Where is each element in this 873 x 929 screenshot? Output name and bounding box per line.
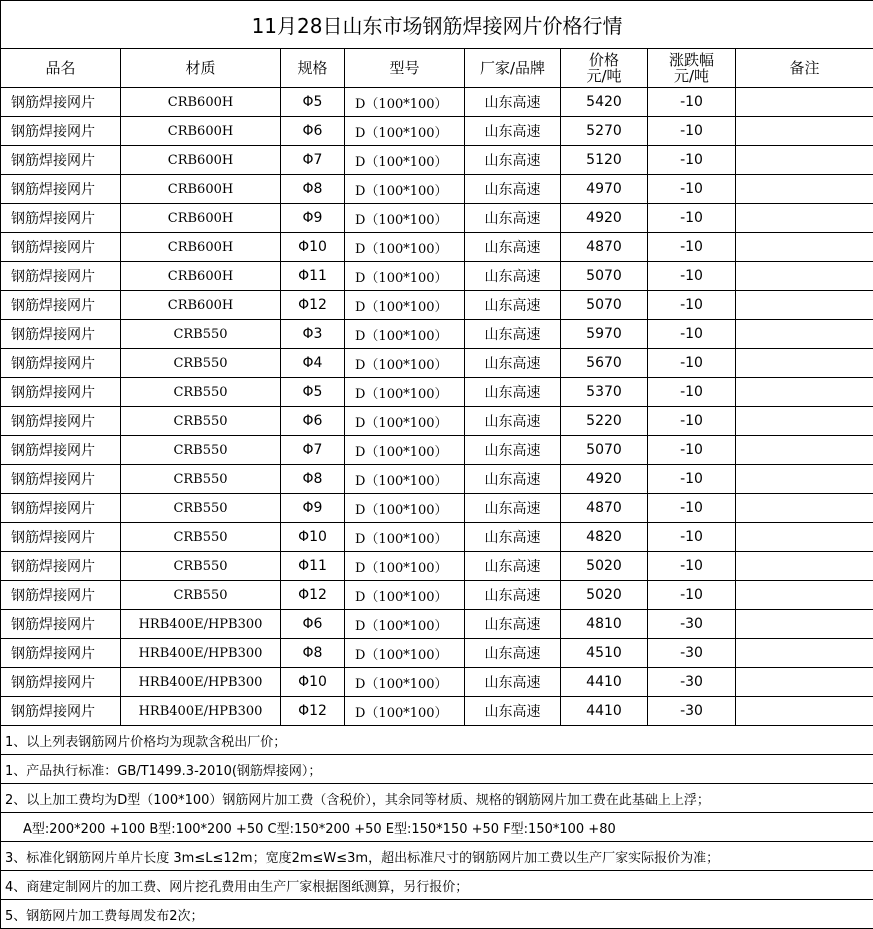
table-header — [1, 49, 873, 88]
cell-remark — [736, 320, 873, 349]
cell-material: CRB550 — [121, 523, 281, 552]
cell-model: D（100*100） — [345, 204, 465, 233]
cell-name: 钢筋焊接网片 — [1, 146, 121, 175]
cell-remark — [736, 88, 873, 117]
header-name: 品名 — [1, 49, 121, 88]
table-row — [1, 697, 873, 726]
note-row — [1, 871, 873, 900]
cell-remark — [736, 639, 873, 668]
cell-price: 5020 — [561, 552, 648, 581]
cell-name: 钢筋焊接网片 — [1, 436, 121, 465]
cell-change: -10 — [648, 407, 736, 436]
header-price-line1: 价格 — [588, 51, 619, 69]
note-text: 1、产品执行标准：GB/T1499.3-2010(钢筋焊接网）； — [1, 755, 873, 784]
cell-brand: 山东高速 — [465, 697, 561, 726]
cell-change: -10 — [648, 378, 736, 407]
cell-change: -10 — [648, 262, 736, 291]
cell-material: HRB400E/HPB300 — [121, 639, 281, 668]
cell-name: 钢筋焊接网片 — [1, 639, 121, 668]
note-text: 4、商建定制网片的加工费、网片挖孔费用由生产厂家根据图纸测算，另行报价； — [1, 871, 873, 900]
cell-change: -10 — [648, 204, 736, 233]
cell-remark — [736, 233, 873, 262]
table-row — [1, 146, 873, 175]
cell-remark — [736, 262, 873, 291]
cell-remark — [736, 494, 873, 523]
cell-remark — [736, 204, 873, 233]
cell-model: D（100*100） — [345, 117, 465, 146]
cell-brand: 山东高速 — [465, 610, 561, 639]
cell-model: D（100*100） — [345, 146, 465, 175]
table-row — [1, 262, 873, 291]
cell-price: 4870 — [561, 233, 648, 262]
cell-brand: 山东高速 — [465, 291, 561, 320]
cell-remark — [736, 523, 873, 552]
cell-brand: 山东高速 — [465, 204, 561, 233]
cell-change: -10 — [648, 494, 736, 523]
cell-brand: 山东高速 — [465, 175, 561, 204]
cell-change: -10 — [648, 146, 736, 175]
table-row — [1, 436, 873, 465]
cell-price: 4920 — [561, 204, 648, 233]
cell-material: CRB550 — [121, 552, 281, 581]
cell-material: HRB400E/HPB300 — [121, 697, 281, 726]
cell-price: 5120 — [561, 146, 648, 175]
table-row — [1, 320, 873, 349]
cell-brand: 山东高速 — [465, 552, 561, 581]
cell-model: D（100*100） — [345, 610, 465, 639]
header-price — [561, 49, 648, 88]
cell-material: CRB600H — [121, 117, 281, 146]
cell-price: 5070 — [561, 291, 648, 320]
header-model: 型号 — [345, 49, 465, 88]
table-row — [1, 88, 873, 117]
cell-name: 钢筋焊接网片 — [1, 668, 121, 697]
cell-change: -10 — [648, 581, 736, 610]
table-row — [1, 639, 873, 668]
cell-spec: Φ10 — [281, 668, 345, 697]
cell-model: D（100*100） — [345, 291, 465, 320]
cell-model: D（100*100） — [345, 494, 465, 523]
note-row — [1, 900, 873, 929]
cell-material: CRB600H — [121, 291, 281, 320]
cell-change: -30 — [648, 668, 736, 697]
cell-remark — [736, 610, 873, 639]
cell-brand: 山东高速 — [465, 146, 561, 175]
cell-name: 钢筋焊接网片 — [1, 581, 121, 610]
cell-price: 5070 — [561, 436, 648, 465]
cell-remark — [736, 117, 873, 146]
cell-spec: Φ8 — [281, 639, 345, 668]
header-brand: 厂家/品牌 — [465, 49, 561, 88]
table-row — [1, 523, 873, 552]
cell-name: 钢筋焊接网片 — [1, 697, 121, 726]
note-text: 5、钢筋网片加工费每周发布2次； — [1, 900, 873, 929]
cell-name: 钢筋焊接网片 — [1, 407, 121, 436]
cell-material: CRB550 — [121, 465, 281, 494]
cell-material: CRB600H — [121, 204, 281, 233]
cell-spec: Φ12 — [281, 291, 345, 320]
cell-model: D（100*100） — [345, 639, 465, 668]
table-row — [1, 407, 873, 436]
cell-material: HRB400E/HPB300 — [121, 610, 281, 639]
cell-material: CRB550 — [121, 320, 281, 349]
cell-name: 钢筋焊接网片 — [1, 291, 121, 320]
cell-price: 5220 — [561, 407, 648, 436]
cell-spec: Φ6 — [281, 610, 345, 639]
table-row — [1, 349, 873, 378]
cell-brand: 山东高速 — [465, 233, 561, 262]
cell-change: -10 — [648, 552, 736, 581]
cell-brand: 山东高速 — [465, 639, 561, 668]
cell-change: -10 — [648, 117, 736, 146]
cell-name: 钢筋焊接网片 — [1, 523, 121, 552]
table-row — [1, 233, 873, 262]
cell-name: 钢筋焊接网片 — [1, 262, 121, 291]
table-row — [1, 465, 873, 494]
cell-name: 钢筋焊接网片 — [1, 552, 121, 581]
cell-spec: Φ9 — [281, 494, 345, 523]
cell-price: 5420 — [561, 88, 648, 117]
cell-price: 5020 — [561, 581, 648, 610]
cell-brand: 山东高速 — [465, 88, 561, 117]
cell-remark — [736, 581, 873, 610]
cell-material: CRB600H — [121, 262, 281, 291]
cell-remark — [736, 349, 873, 378]
cell-model: D（100*100） — [345, 552, 465, 581]
cell-change: -10 — [648, 523, 736, 552]
cell-material: CRB550 — [121, 436, 281, 465]
note-text: 3、标准化钢筋网片单片长度 3m≤L≤12m；宽度2m≤W≤3m，超出标准尺寸的钢筋网片加工费以生产厂家实际报价为准； — [1, 842, 873, 871]
table-row — [1, 117, 873, 146]
table-row — [1, 552, 873, 581]
cell-name: 钢筋焊接网片 — [1, 378, 121, 407]
cell-price: 4870 — [561, 494, 648, 523]
cell-brand: 山东高速 — [465, 436, 561, 465]
cell-spec: Φ5 — [281, 88, 345, 117]
cell-change: -10 — [648, 349, 736, 378]
cell-remark — [736, 668, 873, 697]
header-material: 材质 — [121, 49, 281, 88]
cell-spec: Φ8 — [281, 465, 345, 494]
cell-price: 4810 — [561, 610, 648, 639]
cell-material: CRB550 — [121, 494, 281, 523]
cell-material: CRB550 — [121, 407, 281, 436]
note-text: 2、以上加工费均为D型（100*100）钢筋网片加工费（含税价），其余同等材质、规格的钢筋网片加工费在此基础上上浮； — [1, 784, 873, 813]
table-row — [1, 378, 873, 407]
cell-price: 4920 — [561, 465, 648, 494]
header-change-line1: 涨跌幅 — [668, 51, 714, 69]
cell-name: 钢筋焊接网片 — [1, 233, 121, 262]
cell-change: -30 — [648, 697, 736, 726]
header-remark: 备注 — [736, 49, 873, 88]
cell-brand: 山东高速 — [465, 262, 561, 291]
cell-model: D（100*100） — [345, 668, 465, 697]
cell-remark — [736, 378, 873, 407]
cell-model: D（100*100） — [345, 175, 465, 204]
cell-change: -10 — [648, 233, 736, 262]
header-price-line2: 元/吨 — [586, 67, 622, 85]
cell-change: -30 — [648, 610, 736, 639]
cell-name: 钢筋焊接网片 — [1, 117, 121, 146]
table-row — [1, 175, 873, 204]
cell-name: 钢筋焊接网片 — [1, 494, 121, 523]
cell-material: CRB550 — [121, 581, 281, 610]
cell-change: -10 — [648, 175, 736, 204]
cell-model: D（100*100） — [345, 378, 465, 407]
cell-remark — [736, 291, 873, 320]
cell-change: -10 — [648, 436, 736, 465]
cell-material: CRB550 — [121, 349, 281, 378]
table-row — [1, 610, 873, 639]
cell-change: -10 — [648, 320, 736, 349]
cell-brand: 山东高速 — [465, 407, 561, 436]
cell-remark — [736, 407, 873, 436]
cell-change: -10 — [648, 291, 736, 320]
cell-remark — [736, 697, 873, 726]
cell-brand: 山东高速 — [465, 378, 561, 407]
cell-material: HRB400E/HPB300 — [121, 668, 281, 697]
cell-price: 4410 — [561, 697, 648, 726]
cell-price: 5970 — [561, 320, 648, 349]
header-spec: 规格 — [281, 49, 345, 88]
cell-name: 钢筋焊接网片 — [1, 349, 121, 378]
cell-model: D（100*100） — [345, 581, 465, 610]
cell-brand: 山东高速 — [465, 465, 561, 494]
cell-material: CRB600H — [121, 233, 281, 262]
cell-spec: Φ12 — [281, 581, 345, 610]
note-text: A型:200*200 +100 B型:100*200 +50 C型:150*200 +50 E型:150*150 +50 F型:150*100 +80 — [1, 813, 873, 842]
cell-spec: Φ3 — [281, 320, 345, 349]
cell-spec: Φ12 — [281, 697, 345, 726]
cell-material: CRB600H — [121, 175, 281, 204]
cell-price: 5270 — [561, 117, 648, 146]
cell-name: 钢筋焊接网片 — [1, 320, 121, 349]
cell-spec: Φ7 — [281, 436, 345, 465]
header-change — [648, 49, 736, 88]
note-text: 1、以上列表钢筋网片价格均为现款含税出厂价； — [1, 726, 873, 755]
cell-material: CRB550 — [121, 378, 281, 407]
cell-brand: 山东高速 — [465, 349, 561, 378]
cell-spec: Φ10 — [281, 233, 345, 262]
note-row — [1, 784, 873, 813]
cell-model: D（100*100） — [345, 233, 465, 262]
cell-remark — [736, 465, 873, 494]
note-row — [1, 726, 873, 755]
cell-brand: 山东高速 — [465, 581, 561, 610]
cell-price: 4410 — [561, 668, 648, 697]
cell-spec: Φ8 — [281, 175, 345, 204]
header-change-line2: 元/吨 — [673, 67, 710, 85]
cell-spec: Φ6 — [281, 407, 345, 436]
table-row — [1, 494, 873, 523]
cell-spec: Φ4 — [281, 349, 345, 378]
cell-name: 钢筋焊接网片 — [1, 465, 121, 494]
note-row — [1, 842, 873, 871]
cell-remark — [736, 436, 873, 465]
cell-spec: Φ7 — [281, 146, 345, 175]
note-row — [1, 755, 873, 784]
note-row — [1, 813, 873, 842]
cell-name: 钢筋焊接网片 — [1, 175, 121, 204]
cell-remark — [736, 146, 873, 175]
cell-change: -10 — [648, 88, 736, 117]
cell-brand: 山东高速 — [465, 668, 561, 697]
cell-price: 5370 — [561, 378, 648, 407]
cell-spec: Φ11 — [281, 262, 345, 291]
cell-brand: 山东高速 — [465, 320, 561, 349]
cell-brand: 山东高速 — [465, 117, 561, 146]
cell-price: 5070 — [561, 262, 648, 291]
cell-spec: Φ5 — [281, 378, 345, 407]
cell-price: 4510 — [561, 639, 648, 668]
cell-name: 钢筋焊接网片 — [1, 610, 121, 639]
cell-model: D（100*100） — [345, 349, 465, 378]
cell-name: 钢筋焊接网片 — [1, 88, 121, 117]
cell-change: -30 — [648, 639, 736, 668]
cell-brand: 山东高速 — [465, 523, 561, 552]
cell-model: D（100*100） — [345, 320, 465, 349]
cell-material: CRB600H — [121, 88, 281, 117]
cell-price: 5670 — [561, 349, 648, 378]
table-row — [1, 581, 873, 610]
cell-change: -10 — [648, 465, 736, 494]
cell-model: D（100*100） — [345, 88, 465, 117]
cell-spec: Φ6 — [281, 117, 345, 146]
cell-remark — [736, 175, 873, 204]
table-row — [1, 668, 873, 697]
cell-model: D（100*100） — [345, 407, 465, 436]
table-row — [1, 204, 873, 233]
cell-remark — [736, 552, 873, 581]
cell-spec: Φ11 — [281, 552, 345, 581]
cell-model: D（100*100） — [345, 697, 465, 726]
page-title: 11月28日山东市场钢筋焊接网片价格行情 — [1, 1, 873, 49]
cell-model: D（100*100） — [345, 436, 465, 465]
cell-price: 4820 — [561, 523, 648, 552]
cell-material: CRB600H — [121, 146, 281, 175]
cell-model: D（100*100） — [345, 465, 465, 494]
cell-model: D（100*100） — [345, 523, 465, 552]
table-row — [1, 291, 873, 320]
cell-brand: 山东高速 — [465, 494, 561, 523]
cell-model: D（100*100） — [345, 262, 465, 291]
cell-name: 钢筋焊接网片 — [1, 204, 121, 233]
cell-spec: Φ9 — [281, 204, 345, 233]
cell-price: 4970 — [561, 175, 648, 204]
cell-spec: Φ10 — [281, 523, 345, 552]
